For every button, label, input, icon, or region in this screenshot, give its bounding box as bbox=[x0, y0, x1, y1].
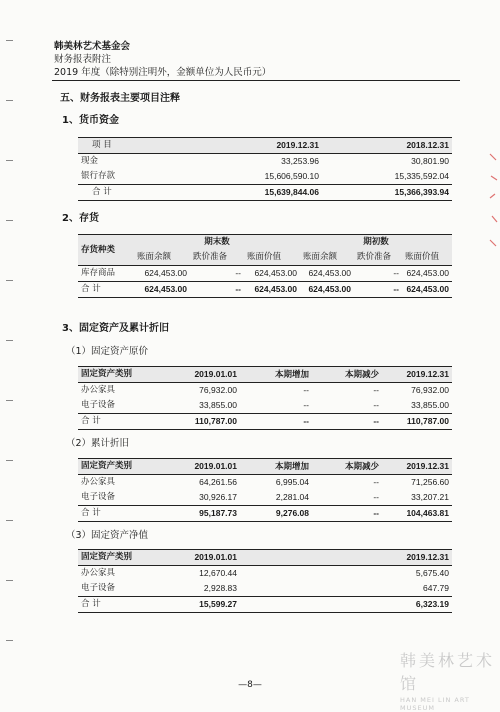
row-label: 办公家具 bbox=[78, 383, 164, 399]
cell: -- bbox=[373, 492, 379, 502]
accumulated-depreciation-table bbox=[78, 458, 452, 522]
total-row bbox=[78, 506, 452, 522]
col-header: 账面余额 bbox=[303, 252, 338, 262]
cell: -- bbox=[303, 400, 309, 410]
cell: 2,281.04 bbox=[275, 492, 309, 502]
col-header: 本期增加 bbox=[240, 367, 312, 383]
col-header: 固定资产类别 bbox=[78, 459, 164, 475]
main-heading: 五、财务报表主要项目注释 bbox=[60, 93, 180, 104]
col-header: 账面价值 bbox=[247, 252, 282, 262]
cost-title: （1）固定资产原价 bbox=[66, 346, 149, 357]
table-row bbox=[78, 383, 452, 399]
binding-mark bbox=[6, 460, 13, 461]
sec3-title: 3、固定资产及累计折旧 bbox=[62, 323, 169, 334]
header-rule bbox=[52, 80, 460, 81]
col-header: 固定资产类别 bbox=[78, 367, 164, 383]
col-header: 2019.12.31 bbox=[382, 459, 452, 475]
cell: 33,207.21 bbox=[411, 492, 449, 502]
binding-mark bbox=[6, 580, 13, 581]
cell: 624,453.00 bbox=[244, 282, 300, 298]
row-label: 办公家具 bbox=[78, 475, 164, 491]
cell: -- bbox=[312, 414, 382, 430]
cell: 64,261.56 bbox=[164, 475, 240, 491]
table-row bbox=[78, 266, 452, 282]
cell: -- bbox=[312, 475, 382, 491]
col-header: 本期减少 bbox=[312, 459, 382, 475]
col-header: 跌价准备 bbox=[193, 252, 228, 262]
cell: 30,801.90 bbox=[322, 154, 452, 170]
table-row bbox=[78, 581, 452, 597]
cell: 110,787.00 bbox=[382, 414, 452, 430]
period-note: 2019 年度（除特别注明外，金额单位为人民币元） bbox=[54, 67, 272, 78]
cell: -- bbox=[190, 266, 244, 282]
binding-mark bbox=[6, 520, 13, 521]
seal-fragment bbox=[488, 150, 498, 260]
cell: 33,855.00 bbox=[411, 400, 449, 410]
table-row bbox=[78, 475, 452, 491]
table-header-row bbox=[78, 367, 452, 383]
cell: 33,855.00 bbox=[199, 400, 237, 410]
museum-logo bbox=[400, 648, 500, 712]
col-header: 固定资产类别 bbox=[78, 550, 164, 566]
col-header: 期初数 bbox=[300, 235, 452, 251]
row-label: 电子设备 bbox=[81, 492, 116, 502]
cell: 6,323.19 bbox=[382, 597, 452, 613]
cell: 624,453.00 bbox=[134, 282, 190, 298]
cell: -- bbox=[354, 266, 402, 282]
cell: 15,606,590.10 bbox=[264, 171, 319, 181]
table-header-row bbox=[78, 459, 452, 475]
table-header-row bbox=[78, 235, 452, 251]
logo-cn: 韩美林艺术馆 bbox=[400, 651, 496, 693]
col-header: 跌价准备 bbox=[357, 252, 392, 262]
cell: 624,453.00 bbox=[300, 282, 354, 298]
cell: 71,256.60 bbox=[382, 475, 452, 491]
total-row bbox=[78, 185, 452, 201]
cell: 624,453.00 bbox=[134, 266, 190, 282]
table-row bbox=[78, 490, 452, 506]
cell: 2,928.83 bbox=[203, 583, 237, 593]
col-header: 账面余额 bbox=[137, 252, 172, 262]
seal-fragment-icon bbox=[488, 150, 498, 260]
cell: 110,787.00 bbox=[164, 414, 240, 430]
col-header: 2019.12.31 bbox=[382, 367, 452, 383]
cell: 5,675.40 bbox=[382, 566, 452, 582]
row-label: 合 计 bbox=[78, 282, 134, 298]
cell: 15,335,592.04 bbox=[394, 171, 449, 181]
binding-mark bbox=[6, 280, 13, 281]
binding-mark bbox=[6, 640, 13, 641]
row-label: 现金 bbox=[78, 154, 188, 170]
col-header: 2019.12.31 bbox=[382, 550, 452, 566]
fixed-asset-net-table bbox=[78, 549, 452, 613]
fixed-asset-cost-table bbox=[78, 366, 452, 430]
table-row bbox=[78, 154, 452, 170]
col-header: 2019.01.01 bbox=[164, 550, 240, 566]
org-name: 韩美林艺术基金会 bbox=[54, 41, 131, 52]
cell: -- bbox=[190, 282, 244, 298]
col-header: 2018.12.31 bbox=[322, 138, 452, 154]
col-header: 本期增加 bbox=[240, 459, 312, 475]
cell: -- bbox=[354, 282, 402, 298]
table-row bbox=[78, 169, 452, 185]
row-label: 合 计 bbox=[78, 185, 188, 201]
row-label: 合 计 bbox=[78, 597, 164, 613]
cell: 15,639,844.06 bbox=[188, 185, 322, 201]
table-header-row bbox=[78, 550, 452, 566]
binding-mark bbox=[6, 220, 13, 221]
cell: 624,453.00 bbox=[402, 266, 452, 282]
total-row bbox=[78, 414, 452, 430]
cell: 15,599.27 bbox=[164, 597, 240, 613]
net-title: （3）固定资产净值 bbox=[66, 530, 149, 541]
col-header: 2019.01.01 bbox=[164, 367, 240, 383]
sec1-title: 1、货币资金 bbox=[62, 115, 119, 126]
total-row bbox=[78, 597, 452, 613]
cell: 76,932.00 bbox=[164, 383, 240, 399]
binding-mark bbox=[6, 40, 13, 41]
inventory-table bbox=[78, 234, 452, 298]
col-header: 本期减少 bbox=[312, 367, 382, 383]
sec2-title: 2、存货 bbox=[62, 213, 99, 224]
row-label: 电子设备 bbox=[81, 583, 116, 593]
cell: 6,995.04 bbox=[240, 475, 312, 491]
doc-title: 财务报表附注 bbox=[54, 54, 112, 65]
table-header-row bbox=[78, 138, 452, 154]
cell: 33,253.96 bbox=[188, 154, 322, 170]
cell: -- bbox=[240, 414, 312, 430]
dep-title: （2）累计折旧 bbox=[66, 438, 130, 449]
binding-mark bbox=[6, 400, 13, 401]
row-label: 库存商品 bbox=[78, 266, 134, 282]
col-header: 2019.01.01 bbox=[164, 459, 240, 475]
total-row bbox=[78, 282, 452, 298]
binding-mark bbox=[6, 100, 13, 101]
row-label: 电子设备 bbox=[81, 400, 116, 410]
row-label: 合 计 bbox=[78, 506, 164, 522]
cell: -- bbox=[373, 400, 379, 410]
cell: 12,670.44 bbox=[164, 566, 240, 582]
page-number: —8— bbox=[238, 680, 262, 690]
col-header: 期末数 bbox=[134, 235, 300, 251]
cell: 624,453.00 bbox=[300, 266, 354, 282]
cell: 95,187.73 bbox=[164, 506, 240, 522]
cell: 30,926.17 bbox=[199, 492, 237, 502]
cell: 9,276.08 bbox=[240, 506, 312, 522]
cell: 104,463.81 bbox=[382, 506, 452, 522]
table-row bbox=[78, 398, 452, 414]
table-subheader-row bbox=[78, 250, 452, 266]
row-label: 银行存款 bbox=[81, 171, 116, 181]
col-header: 存货种类 bbox=[78, 235, 134, 266]
cell: -- bbox=[240, 383, 312, 399]
cell: 624,453.00 bbox=[402, 282, 452, 298]
col-header: 账面价值 bbox=[405, 252, 440, 262]
cell: 15,366,393.94 bbox=[322, 185, 452, 201]
row-label: 办公家具 bbox=[78, 566, 164, 582]
cell: 624,453.00 bbox=[244, 266, 300, 282]
col-header: 2019.12.31 bbox=[188, 138, 322, 154]
cell: -- bbox=[312, 506, 382, 522]
cell: 647.79 bbox=[423, 583, 449, 593]
cell: -- bbox=[312, 383, 382, 399]
binding-mark bbox=[6, 340, 13, 341]
binding-mark bbox=[6, 160, 13, 161]
table-row bbox=[78, 566, 452, 582]
cash-table bbox=[78, 137, 452, 201]
cell: 76,932.00 bbox=[382, 383, 452, 399]
logo-en: HAN MEI LIN ART MUSEUM bbox=[400, 696, 470, 712]
row-label: 合 计 bbox=[78, 414, 164, 430]
col-header: 项 目 bbox=[78, 138, 188, 154]
